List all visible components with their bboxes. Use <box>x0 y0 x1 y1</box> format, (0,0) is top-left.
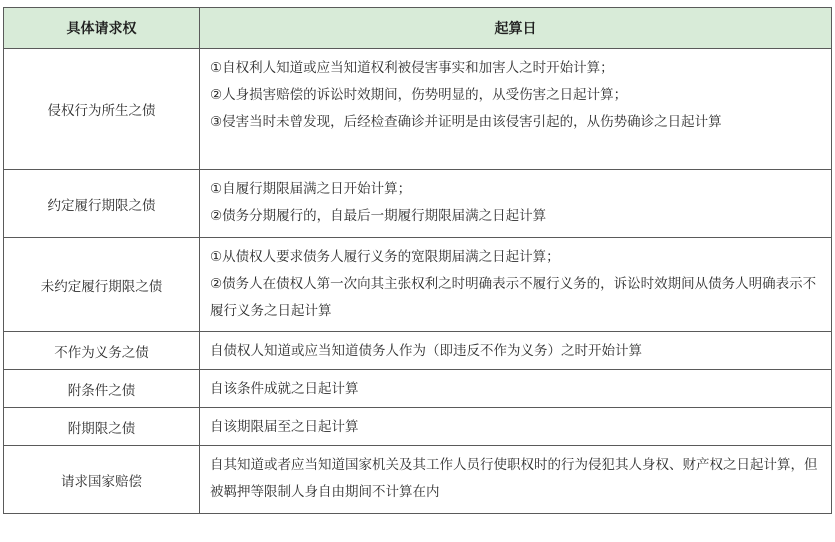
row-label: 不作为义务之债 <box>4 332 200 370</box>
table-row <box>4 49 832 170</box>
content-line: 自债权人知道或应当知道债务人作为（即违反不作为义务）之时开始计算 <box>210 343 642 359</box>
table-row <box>4 408 832 446</box>
row-label: 附条件之债 <box>4 370 200 408</box>
content-line: ③侵害当时未曾发现，后经检查确诊并证明是由该侵害引起的，从伤势确诊之日起计算 <box>210 114 722 130</box>
table-row <box>4 370 832 408</box>
row-label: 侵权行为所生之债 <box>4 49 200 170</box>
statute-limitation-table <box>3 7 832 514</box>
header-start-date: 起算日 <box>200 8 832 49</box>
table-row <box>4 170 832 238</box>
content-line: ①从债权人要求债务人履行义务的宽限期届满之日起计算； <box>210 249 560 265</box>
table-row <box>4 238 832 332</box>
row-content <box>200 170 832 238</box>
content-line: ①自履行期限届满之日开始计算； <box>210 181 412 197</box>
row-label: 约定履行期限之债 <box>4 170 200 238</box>
row-content <box>200 408 832 446</box>
content-line: 自该条件成就之日起计算 <box>210 381 359 397</box>
table-row <box>4 332 832 370</box>
row-content <box>200 370 832 408</box>
row-label: 附期限之债 <box>4 408 200 446</box>
content-line: ②债务分期履行的，自最后一期履行期限届满之日起计算 <box>210 208 547 224</box>
row-label: 请求国家赔偿 <box>4 446 200 514</box>
table-header-row <box>4 8 832 49</box>
content-line: ②债务人在债权人第一次向其主张权利之时明确表示不履行义务的，诉讼时效期间从债务人明确表示不履行义务之日起计算 <box>210 276 817 319</box>
header-claim-type: 具体请求权 <box>4 8 200 49</box>
content-line: ①自权利人知道或应当知道权利被侵害事实和加害人之时开始计算； <box>210 60 614 76</box>
row-content <box>200 49 832 170</box>
row-label: 未约定履行期限之债 <box>4 238 200 332</box>
row-content <box>200 238 832 332</box>
content-line: ②人身损害赔偿的诉讼时效期间，伤势明显的，从受伤害之日起计算； <box>210 87 628 103</box>
table-row <box>4 446 832 514</box>
content-line: 自其知道或者应当知道国家机关及其工作人员行使职权时的行为侵犯其人身权、财产权之日起计算，但被羁押等限制人身自由期间不计算在内 <box>210 457 818 500</box>
row-content <box>200 446 832 514</box>
row-content <box>200 332 832 370</box>
content-line: 自该期限届至之日起计算 <box>210 419 359 435</box>
